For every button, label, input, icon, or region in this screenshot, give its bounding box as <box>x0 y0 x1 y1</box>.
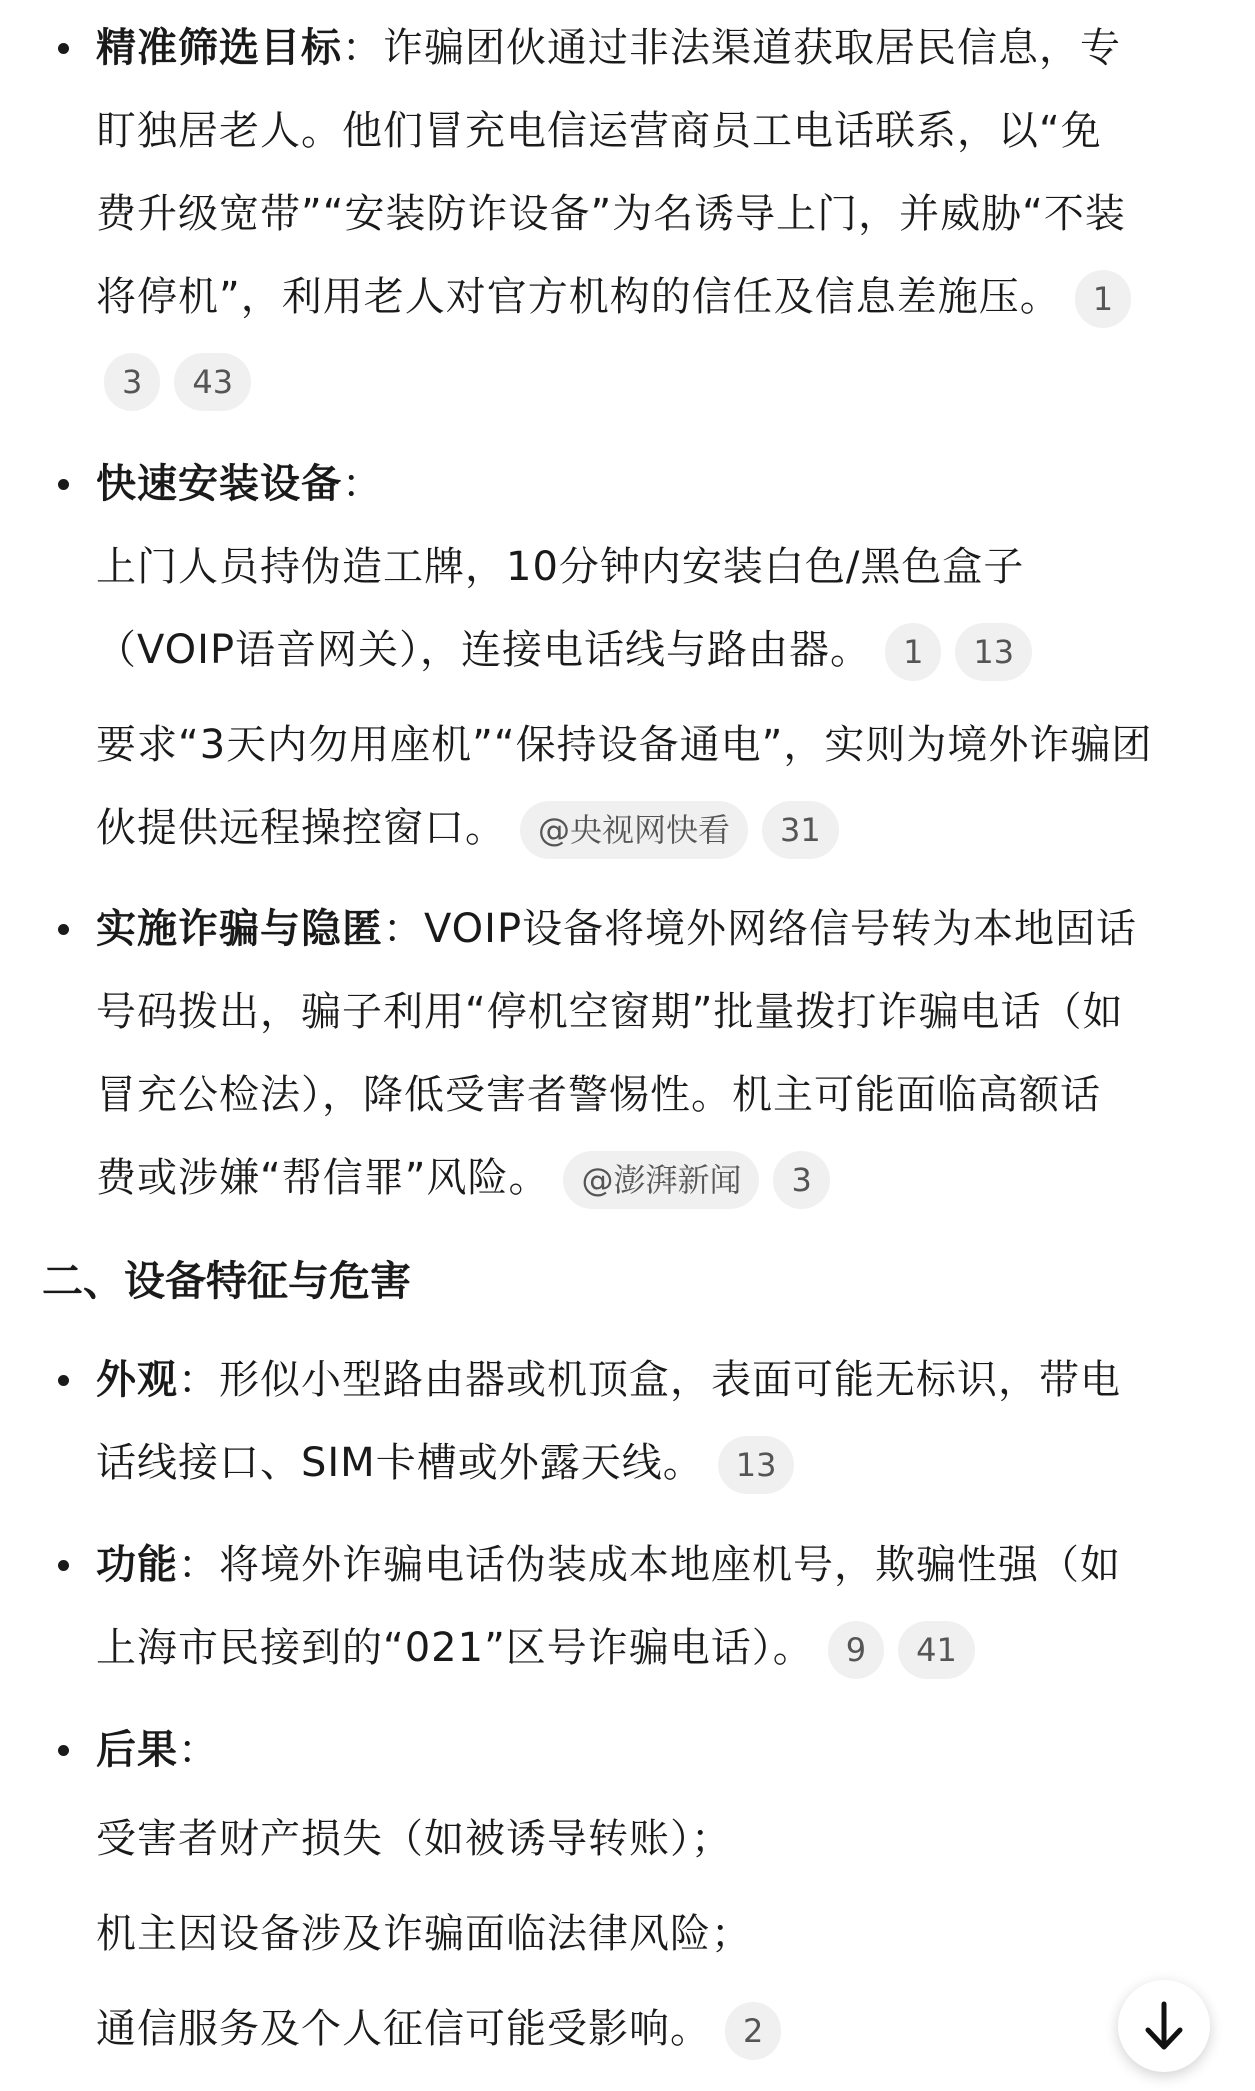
citation-source-chip[interactable]: @央视网快看 <box>520 801 748 859</box>
item-title: 功能 <box>96 1542 178 1588</box>
bullet-dot <box>58 1375 69 1386</box>
citation-chip[interactable]: 41 <box>898 1621 975 1679</box>
citation-chip[interactable]: 31 <box>762 801 839 859</box>
list-item-fast-install: 快速安装设备： 上门人员持伪造工牌，10分钟内安装白色/黑色盒子 （VOIP语音网关），连接电话线与路由器。 1 13 要求“3天内勿用座机”“保持设备通电”，实则为境外诈骗团 伙提供远程操控窗口。 @央视网快看 31 <box>0 443 1255 870</box>
citation-chip[interactable]: 9 <box>828 1621 884 1679</box>
item-title: 外观 <box>96 1357 178 1403</box>
list-item-consequences: 后果： 受害者财产损失（如被诱导转账）； 机主因设备涉及诈骗面临法律风险； 通信服务及个人征信可能受影响。 2 <box>0 1709 1255 2071</box>
list-item-function: 功能：将境外诈骗电话伪装成本地座机号，欺骗性强（如 上海市民接到的“021”区号诈骗电话）。 9 41 <box>0 1524 1255 1690</box>
bullet-dot <box>58 1560 69 1571</box>
bullet-dot <box>58 924 69 935</box>
citation-chip[interactable]: 1 <box>1075 270 1131 328</box>
citation-chip[interactable]: 2 <box>725 2002 781 2060</box>
list-item-appearance: 外观：形似小型路由器或机顶盒，表面可能无标识，带电 话线接口、SIM卡槽或外露天线。 13 <box>0 1339 1255 1505</box>
item-title: 快速安装设备 <box>96 461 342 507</box>
citation-source-chip[interactable]: @澎湃新闻 <box>563 1151 759 1209</box>
citation-chip[interactable]: 13 <box>718 1436 795 1494</box>
bullet-dot <box>58 43 69 54</box>
item-title: 实施诈骗与隐匿 <box>96 906 383 952</box>
citation-chip[interactable]: 3 <box>773 1151 829 1209</box>
bullet-dot <box>58 479 69 490</box>
item-title: 精准筛选目标 <box>96 25 342 71</box>
bullet-dot <box>58 1745 69 1756</box>
citation-chip[interactable]: 43 <box>174 353 251 411</box>
citation-chip[interactable]: 3 <box>104 353 160 411</box>
list-item-target-selection: 精准筛选目标：诈骗团伙通过非法渠道获取居民信息，专 盯独居老人。他们冒充电信运营商员工电话联系，以“免 费升级宽带”“安装防诈设备”为名诱导上门，并威胁“不装 将停机”，利用老人对官方机构的信任及信息差施压。 1 3 43 <box>0 7 1255 422</box>
citation-chip[interactable]: 1 <box>885 623 941 681</box>
scroll-to-bottom-button[interactable] <box>1118 1980 1210 2072</box>
section-heading: 二、设备特征与危害 <box>42 1257 411 1305</box>
arrow-down-icon <box>1142 2000 1186 2052</box>
list-item-fraud-concealment: 实施诈骗与隐匿：VOIP设备将境外网络信号转为本地固话 号码拨出，骗子利用“停机空窗期”批量拨打诈骗电话（如 冒充公检法），降低受害者警惕性。机主可能面临高额话 费或涉嫌“帮信罪”风险。 @澎湃新闻 3 <box>0 888 1255 1220</box>
item-title: 后果 <box>96 1727 178 1773</box>
citation-chip[interactable]: 13 <box>955 623 1032 681</box>
